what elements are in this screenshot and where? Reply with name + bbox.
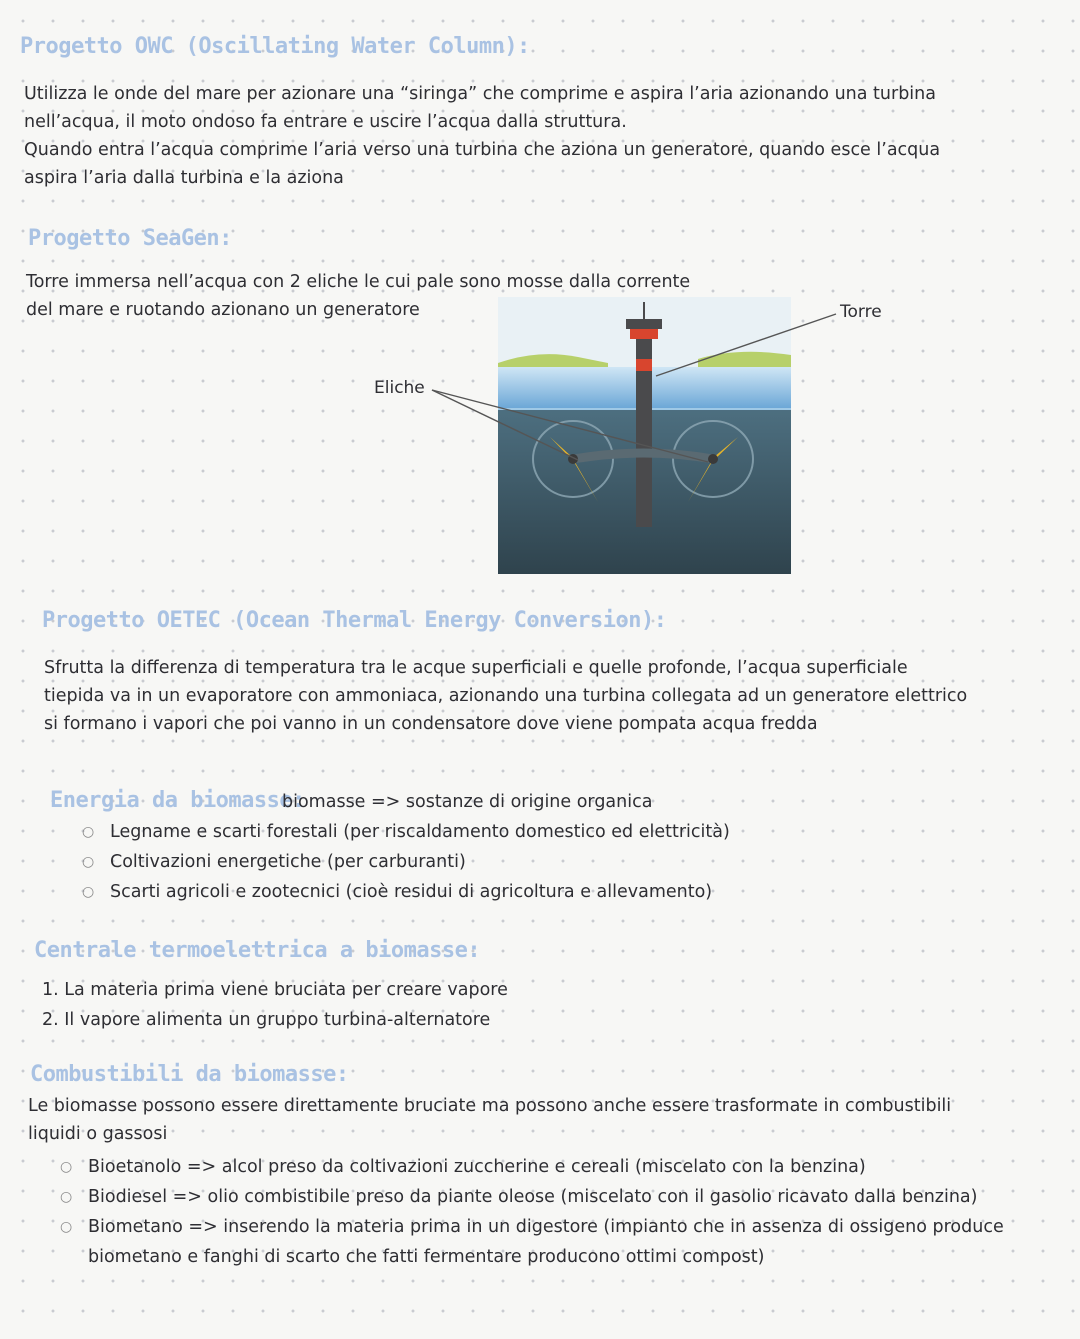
list-item: ○ Coltivazioni energetiche (per carburanti) — [110, 847, 730, 877]
list-item: ○ Bioetanolo => alcol preso da coltivazioni zuccherine e cereali (miscelato con la benzina) — [88, 1152, 1004, 1182]
seagen-line: Torre immersa nell’acqua con 2 eliche le cui pale sono mosse dalla corrente — [26, 272, 691, 292]
list-item: ○ Legname e scarti forestali (per riscaldamento domestico ed elettricità) — [110, 817, 730, 847]
bullet-icon: ○ — [82, 884, 95, 900]
biomass-energy-title: Energia da biomasse: — [50, 788, 305, 813]
seagen-diagram — [498, 297, 791, 574]
otec-title: Progetto OETEC (Ocean Thermal Energy Conversion): — [42, 608, 667, 633]
otec-line: tiepida va in un evaporatore con ammoniaca, azionando una turbina collegata ad un generatore elettrico — [44, 686, 968, 706]
owc-line: nell’acqua, il moto ondoso fa entrare e uscire l’acqua dalla struttura. — [24, 112, 627, 132]
list-item: 1. La materia prima viene bruciata per creare vapore — [42, 980, 508, 1000]
list-item: ○ Scarti agricoli e zootecnici (cioè residui di agricoltura e allevamento) — [110, 877, 730, 907]
thermo-plant-steps — [42, 975, 508, 1035]
hub-right — [708, 454, 718, 464]
bullet-icon: ○ — [82, 824, 95, 840]
biofuels-line: Le biomasse possono essere direttamente bruciate ma possono anche essere trasformate in combustibili — [28, 1096, 952, 1116]
tower — [636, 327, 652, 527]
bullet-icon: ○ — [60, 1159, 73, 1175]
thermo-plant-title: Centrale termoelettrica a biomasse: — [34, 938, 481, 963]
label-propellers: Eliche — [374, 378, 425, 398]
list-item: ○ Biometano => inserendo la materia prima in un digestore (impianto che in assenza di ossigeno produce biometano e fanghi di scarto che fatti fermentare producono ottimi compost) — [88, 1212, 1004, 1272]
hub-left — [568, 454, 578, 464]
owc-line: Quando entra l’acqua comprime l’aria verso una turbina che aziona un generatore, quando esce l’acqua — [24, 140, 941, 160]
biofuels-title: Combustibili da biomasse: — [30, 1062, 349, 1087]
list-item: ○ Biodiesel => olio combistibile preso da piante oleose (miscelato con il gasolio ricavato dalla benzina) — [88, 1182, 1004, 1212]
biofuels-line: liquidi o gassosi — [28, 1124, 168, 1144]
otec-line: Sfrutta la differenza di temperatura tra le acque superficiali e quelle profonde, l’acqua superficiale — [44, 658, 908, 678]
seagen-line: del mare e ruotando azionano un generatore — [26, 300, 420, 320]
bullet-icon: ○ — [60, 1219, 73, 1235]
tower-band — [636, 359, 652, 371]
label-tower: Torre — [840, 302, 882, 322]
owc-line: aspira l’aria dalla turbina e la aziona — [24, 168, 344, 188]
tower-band — [630, 329, 658, 339]
owc-title: Progetto OWC (Oscillating Water Column): — [20, 34, 530, 59]
owc-paragraph — [24, 80, 940, 192]
bullet-icon: ○ — [82, 854, 95, 870]
bullet-icon: ○ — [60, 1189, 73, 1205]
tower-top — [626, 319, 662, 329]
biofuels-paragraph — [28, 1092, 951, 1148]
otec-line: si formano i vapori che poi vanno in un condensatore dove viene pompata acqua fredda — [44, 714, 818, 734]
biomass-energy-list — [82, 817, 730, 907]
otec-paragraph — [44, 654, 967, 738]
seagen-title: Progetto SeaGen: — [28, 226, 232, 251]
biofuels-list — [60, 1152, 1004, 1272]
biomass-energy-description: biomasse => sostanze di origine organica — [282, 792, 653, 812]
owc-line: Utilizza le onde del mare per azionare una “siringa” che comprime e aspira l’aria azionando una turbina — [24, 84, 936, 104]
list-item: 2. Il vapore alimenta un gruppo turbina-alternatore — [42, 1010, 491, 1030]
